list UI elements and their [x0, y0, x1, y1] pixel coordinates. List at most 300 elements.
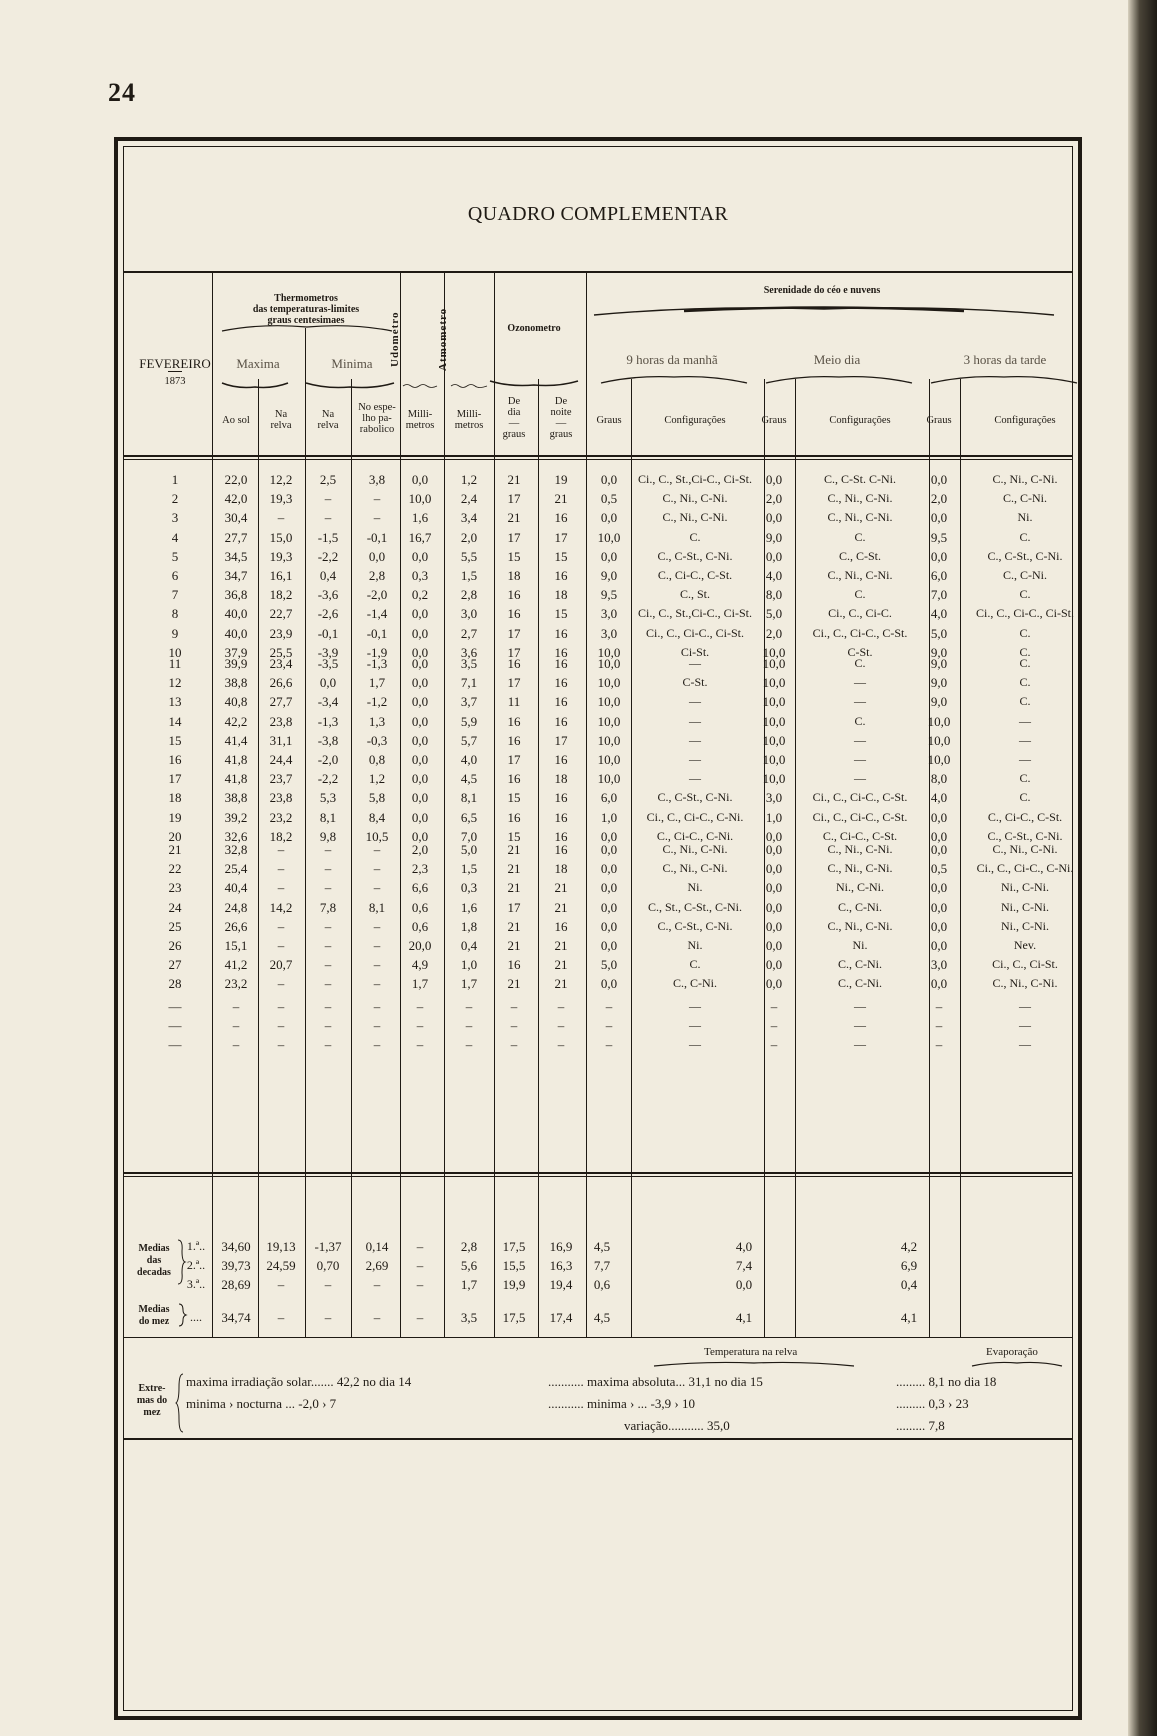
mez-brace: [178, 1303, 186, 1327]
average-value: 17,4: [549, 1310, 573, 1325]
config-cell: C.: [1019, 694, 1031, 709]
value-cell: 1,8: [460, 918, 478, 934]
average-value: 4,5: [593, 1310, 611, 1325]
day-number: 1: [171, 472, 179, 487]
value-cell: –: [277, 918, 285, 934]
value-cell: 16: [554, 675, 568, 691]
value-cell: 0,0: [319, 675, 337, 691]
value-cell: 15: [554, 606, 568, 622]
table-inner-border: [123, 146, 1073, 1711]
value-cell: 16,7: [408, 529, 432, 545]
value-cell: -1,2: [366, 694, 388, 710]
thermo-title-2: das temperaturas-limites: [252, 304, 360, 315]
evaporacao-variacao: ......... 7,8: [896, 1418, 945, 1433]
medias-decadas-label: [130, 1243, 178, 1279]
value-cell: 21: [507, 510, 521, 526]
value-cell: –: [277, 999, 285, 1014]
value-cell: -3,9: [317, 644, 339, 660]
de-dia-3: —: [508, 418, 520, 429]
config-cell: C.: [1019, 644, 1031, 659]
average-value: –: [416, 1239, 424, 1254]
average-value: 1,7: [460, 1277, 478, 1292]
value-cell: 18: [554, 771, 568, 787]
config-cell: Ci., C., Ci-C., Ci-St.: [975, 606, 1075, 621]
value-cell: 17: [507, 625, 521, 641]
value-cell: 0,0: [930, 510, 948, 526]
config-cell: C.: [1019, 587, 1031, 602]
day-number: 12: [168, 675, 182, 691]
config-cell: —: [854, 1018, 866, 1033]
config-cell: Ni., C-Ni.: [1001, 899, 1049, 914]
extremas-line1: Extre-: [138, 1383, 166, 1394]
value-cell: –: [605, 999, 613, 1014]
value-cell: 9,5: [930, 529, 948, 545]
config-cell: C., Ci-C., C-Ni.: [656, 828, 734, 843]
value-cell: 19,3: [269, 491, 293, 507]
config-cell: C.: [1019, 656, 1031, 670]
value-cell: 16: [507, 771, 521, 787]
value-cell: 8,1: [319, 809, 337, 825]
config-cell: C.: [1019, 625, 1031, 640]
extremas-line2: mas do: [136, 1395, 168, 1406]
value-cell: 0,0: [930, 899, 948, 915]
value-cell: 0,0: [600, 918, 618, 934]
value-cell: –: [373, 880, 381, 896]
value-cell: 1,7: [460, 976, 478, 992]
average-value: 16,3: [549, 1258, 573, 1273]
config-cell: C.: [1019, 790, 1031, 805]
de-noite-4: graus: [549, 429, 573, 440]
value-cell: 26,6: [224, 918, 248, 934]
value-cell: 1,5: [460, 861, 478, 877]
value-cell: 0,3: [460, 880, 478, 896]
averages-bottom-rule: [124, 1337, 1072, 1338]
value-cell: –: [605, 1018, 613, 1034]
value-cell: 6,0: [930, 568, 948, 583]
value-cell: 3,0: [765, 790, 783, 806]
graus-header-2: Graus: [761, 415, 787, 426]
value-cell: –: [416, 999, 424, 1014]
value-cell: 0,0: [368, 548, 386, 564]
value-cell: 21: [507, 861, 521, 877]
value-cell: 0,0: [765, 861, 783, 877]
de-dia-4: graus: [502, 429, 526, 440]
column-divider: [400, 271, 401, 1337]
value-cell: 24,4: [269, 752, 293, 767]
average-value: –: [416, 1277, 424, 1292]
value-cell: 9,5: [600, 587, 618, 603]
value-cell: –: [324, 861, 332, 877]
config-cell: Ni.: [852, 938, 868, 952]
thermo-brace-ornament: [222, 321, 392, 333]
config-cell: C.: [854, 587, 866, 602]
value-cell: 10,0: [762, 656, 786, 671]
value-cell: -2,0: [366, 587, 388, 603]
value-cell: 0,0: [765, 938, 783, 953]
value-cell: -0,1: [366, 529, 388, 545]
config-cell: C., Ni., C-Ni.: [827, 491, 893, 506]
value-cell: –: [510, 1018, 518, 1034]
average-value: 15,5: [502, 1258, 526, 1273]
tres-horas-label: 3 horas da tarde: [963, 352, 1047, 367]
value-cell: 18: [507, 568, 521, 583]
value-cell: 10,0: [597, 732, 621, 748]
value-cell: 42,2: [224, 713, 248, 729]
value-cell: 26,6: [269, 675, 293, 691]
value-cell: 0,0: [600, 861, 618, 877]
value-cell: 25,4: [224, 861, 248, 877]
average-value: 6,9: [900, 1258, 918, 1273]
value-cell: 0,0: [930, 472, 948, 487]
average-value: 4,5: [593, 1239, 611, 1254]
value-cell: 5,7: [460, 732, 478, 748]
average-value: 7,4: [735, 1258, 753, 1273]
config-cell: Ci., C., Ci-C., C-St.: [812, 625, 908, 640]
value-cell: 16: [554, 694, 568, 710]
tres-horas-brace: [931, 373, 1077, 385]
value-cell: 0,5: [930, 861, 948, 877]
book-binding-edge: [1128, 0, 1157, 1736]
value-cell: 0,0: [930, 918, 948, 934]
relva-minima: ........... minima › ... -3,9 › 10: [548, 1396, 695, 1411]
extreme-minima-nocturna: minima › nocturna ... -2,0 › 7: [186, 1396, 337, 1411]
value-cell: 22,0: [224, 472, 248, 487]
value-cell: 40,8: [224, 694, 248, 710]
config-header-1: Configurações: [664, 415, 726, 426]
value-cell: –: [557, 1037, 565, 1053]
value-cell: -3,4: [317, 694, 339, 710]
year-label: 1873: [164, 376, 186, 387]
value-cell: 10,5: [365, 828, 389, 844]
value-cell: 10,0: [597, 675, 621, 691]
value-cell: 0,0: [930, 548, 948, 564]
value-cell: 0,0: [930, 809, 948, 825]
value-cell: 10,0: [762, 675, 786, 691]
config-cell: C., Ni., C-Ni.: [662, 842, 728, 856]
value-cell: 4,0: [930, 606, 948, 622]
config-cell: Ni.: [1017, 510, 1033, 525]
value-cell: 10,0: [762, 713, 786, 729]
value-cell: 17: [554, 732, 568, 748]
config-cell: —: [1019, 752, 1031, 766]
value-cell: –: [935, 1037, 943, 1053]
day-number: 19: [168, 809, 182, 825]
config-cell: C., C-St., C-Ni.: [987, 828, 1063, 843]
nove-horas-brace: [601, 373, 747, 385]
value-cell: 34,5: [224, 548, 248, 564]
config-cell: —: [854, 1037, 866, 1052]
decadas-brace: [177, 1239, 185, 1285]
average-label: 2.ª..: [186, 1258, 206, 1272]
value-cell: 41,2: [224, 957, 248, 973]
day-number: 24: [168, 899, 182, 915]
average-value: 17,5: [502, 1310, 526, 1325]
value-cell: 24,8: [224, 899, 248, 915]
value-cell: 16: [554, 644, 568, 660]
value-cell: 16: [554, 568, 568, 583]
value-cell: 21: [554, 491, 568, 507]
config-cell: C.: [1019, 529, 1031, 544]
value-cell: -1,4: [366, 606, 388, 622]
value-cell: 16: [507, 732, 521, 748]
value-cell: 9,0: [600, 568, 618, 583]
udometro-label: Udometro: [389, 311, 401, 367]
value-cell: 0,0: [930, 976, 948, 992]
value-cell: 3,0: [600, 606, 618, 622]
value-cell: 0,0: [765, 828, 783, 844]
config-cell: —: [854, 999, 866, 1013]
na-relva-2-line1: Na: [321, 409, 335, 420]
config-cell: —: [689, 752, 701, 766]
value-cell: –: [373, 510, 381, 526]
value-cell: 39,9: [224, 656, 248, 671]
config-cell: —: [854, 675, 866, 690]
value-cell: -2,2: [317, 548, 339, 564]
value-cell: –: [324, 1037, 332, 1053]
evaporacao-header: Evaporação: [986, 1346, 1038, 1358]
value-cell: –: [324, 842, 332, 857]
value-cell: 0,0: [600, 828, 618, 844]
value-cell: 9,8: [319, 828, 337, 844]
config-cell: C.: [689, 957, 701, 972]
config-cell: Ni.: [687, 938, 703, 952]
value-cell: 0,0: [411, 675, 429, 691]
de-dia-2: dia: [507, 407, 521, 418]
value-cell: 2,4: [460, 491, 478, 507]
config-cell: C., Ni., C-Ni.: [992, 842, 1058, 856]
average-value: 5,6: [460, 1258, 478, 1273]
extremas-label: [130, 1383, 174, 1419]
value-cell: 0,0: [765, 918, 783, 934]
atmometro-squiggle: [451, 383, 487, 389]
de-noite-1: De: [554, 396, 568, 407]
value-cell: 1,3: [368, 713, 386, 729]
value-cell: 39,2: [224, 809, 248, 825]
value-cell: 0,0: [411, 644, 429, 660]
config-cell: —: [689, 656, 701, 670]
value-cell: 32,6: [224, 828, 248, 844]
value-cell: 5,8: [368, 790, 386, 806]
value-cell: 10,0: [762, 732, 786, 748]
average-value: –: [373, 1277, 381, 1292]
value-cell: -2,0: [317, 752, 339, 767]
config-cell: C.: [1019, 771, 1031, 786]
average-value: 0,14: [365, 1239, 389, 1254]
value-cell: 21: [554, 899, 568, 915]
average-value: –: [416, 1258, 424, 1273]
value-cell: 18,2: [269, 587, 293, 603]
value-cell: 16: [507, 656, 521, 671]
value-cell: 10,0: [597, 656, 621, 671]
value-cell: 0,0: [600, 510, 618, 526]
value-cell: 21: [554, 880, 568, 896]
value-cell: 10,0: [597, 529, 621, 545]
value-cell: 2,7: [460, 625, 478, 641]
value-cell: 0,0: [411, 472, 429, 487]
value-cell: 8,1: [460, 790, 478, 806]
day-number: 15: [168, 732, 182, 748]
value-cell: 5,0: [460, 842, 478, 857]
value-cell: 0,0: [930, 880, 948, 896]
value-cell: –: [373, 861, 381, 877]
day-number: 28: [168, 976, 182, 992]
page-number: 24: [108, 78, 136, 107]
maxima-label: Maxima: [236, 356, 280, 371]
day-number: 21: [168, 842, 182, 857]
value-cell: 21: [507, 880, 521, 896]
value-cell: 3,0: [930, 957, 948, 973]
average-value: –: [416, 1310, 424, 1325]
value-cell: –: [373, 918, 381, 934]
average-label: 3.ª..: [186, 1277, 206, 1291]
config-cell: C., Ni., C-Ni.: [662, 510, 728, 525]
day-number: 14: [168, 713, 182, 729]
config-cell: Ci., C., Ci-C., C-Ni.: [976, 861, 1074, 876]
value-cell: 9,0: [930, 656, 948, 671]
value-cell: 41,8: [224, 752, 248, 767]
espelho-line3: rabolico: [359, 424, 395, 435]
column-divider: [764, 379, 765, 1337]
value-cell: 0,0: [765, 510, 783, 526]
config-cell: —: [689, 1018, 701, 1033]
value-cell: 40,0: [224, 606, 248, 622]
value-cell: 6,6: [411, 880, 429, 896]
udometro-squiggle: [403, 383, 437, 389]
value-cell: –: [324, 491, 332, 507]
value-cell: 17: [507, 644, 521, 660]
value-cell: 2,5: [319, 472, 337, 487]
milli-1-line2: metros: [405, 420, 435, 431]
average-value: 19,4: [549, 1277, 573, 1292]
value-cell: –: [557, 1018, 565, 1034]
value-cell: 3,8: [368, 472, 386, 487]
config-header-3: Configurações: [994, 415, 1056, 426]
config-cell: C., Ni., C-Ni.: [662, 491, 728, 506]
value-cell: 0,0: [600, 938, 618, 953]
average-value: 0,4: [900, 1277, 918, 1292]
value-cell: 0,0: [411, 732, 429, 748]
temp-relva-brace: [654, 1360, 854, 1368]
milli-2-line2: metros: [454, 420, 484, 431]
value-cell: –: [277, 938, 285, 953]
value-cell: 9,0: [930, 644, 948, 660]
column-divider: [538, 379, 539, 1337]
value-cell: 23,2: [269, 809, 293, 825]
value-cell: 0,4: [319, 568, 337, 583]
config-cell: C-St.: [682, 675, 708, 690]
day-number: 6: [171, 568, 179, 583]
config-cell: —: [1019, 732, 1031, 747]
value-cell: 2,0: [460, 529, 478, 545]
value-cell: –: [416, 1018, 424, 1034]
average-value: 0,6: [593, 1277, 611, 1292]
value-cell: –: [232, 999, 240, 1014]
value-cell: 36,8: [224, 587, 248, 603]
value-cell: –: [324, 938, 332, 953]
average-value: 16,9: [549, 1239, 573, 1254]
value-cell: 0,0: [411, 548, 429, 564]
config-cell: Ci., C., Ci-C., C-St.: [812, 790, 908, 805]
value-cell: 0,0: [411, 694, 429, 710]
value-cell: 0,0: [600, 976, 618, 992]
value-cell: 16,1: [269, 568, 293, 583]
value-cell: -0,1: [317, 625, 339, 641]
config-cell: Nev.: [1013, 938, 1037, 952]
de-dia-1: De: [507, 396, 521, 407]
config-cell: C., St., C-St., C-Ni.: [647, 899, 743, 914]
average-label: ....: [190, 1310, 202, 1324]
value-cell: 4,0: [765, 568, 783, 583]
medias-decadas-line3: decadas: [137, 1267, 171, 1278]
value-cell: 10,0: [597, 694, 621, 710]
value-cell: –: [465, 1018, 473, 1034]
title-rule: [124, 271, 1072, 273]
value-cell: 17: [507, 752, 521, 767]
meio-dia-label: Meio dia: [813, 352, 861, 367]
value-cell: 15,0: [269, 529, 293, 545]
value-cell: 10,0: [408, 491, 432, 507]
value-cell: –: [557, 999, 565, 1014]
config-cell: —: [689, 771, 701, 786]
average-value: 4,1: [735, 1310, 753, 1325]
value-cell: 6,5: [460, 809, 478, 825]
value-cell: 10,0: [762, 771, 786, 787]
value-cell: 18: [554, 861, 568, 877]
day-number: 26: [168, 938, 182, 953]
value-cell: 10,0: [762, 694, 786, 710]
average-value: –: [324, 1310, 332, 1325]
thermo-title-3: graus centesimaes: [267, 315, 345, 326]
maxima-brace: [222, 381, 288, 391]
value-cell: 2,0: [930, 491, 948, 507]
config-cell: C., Ni., C-Ni.: [827, 510, 893, 525]
config-cell: C.: [854, 713, 866, 728]
milli-2-line1: Milli-: [456, 409, 482, 420]
value-cell: 0,0: [600, 548, 618, 564]
value-cell: 21: [507, 918, 521, 934]
na-relva-1-line1: Na: [274, 409, 288, 420]
extreme-maxima-irradiacao: maxima irradiação solar....... 42,2 no dia 14: [186, 1374, 412, 1389]
value-cell: 0,0: [765, 548, 783, 564]
value-cell: 0,2: [411, 587, 429, 603]
day-number: 17: [168, 771, 182, 787]
extremas-brace: [176, 1373, 184, 1433]
average-value: 2,8: [460, 1239, 478, 1254]
value-cell: 18: [554, 587, 568, 603]
value-cell: 0,0: [765, 880, 783, 896]
average-value: 3,5: [460, 1310, 478, 1325]
value-cell: 5,0: [765, 606, 783, 622]
value-cell: 8,0: [930, 771, 948, 787]
value-cell: 16: [554, 918, 568, 934]
value-cell: –: [416, 1037, 424, 1053]
average-value: 4,0: [735, 1239, 753, 1254]
config-cell: C., C-St., C-Ni.: [657, 918, 733, 933]
value-cell: –: [465, 1037, 473, 1053]
value-cell: 0,0: [411, 752, 429, 767]
value-cell: 21: [554, 976, 568, 992]
average-value: –: [324, 1277, 332, 1292]
value-cell: 21: [507, 472, 521, 487]
day-number: 3: [171, 510, 179, 526]
config-cell: C., C-Ni.: [837, 899, 883, 914]
average-value: -1,37: [314, 1239, 342, 1254]
de-noite-3: —: [555, 418, 567, 429]
config-cell: C., C-Ni.: [1002, 491, 1048, 506]
value-cell: 16: [554, 713, 568, 729]
value-cell: –: [277, 510, 285, 526]
value-cell: 3,0: [600, 625, 618, 641]
